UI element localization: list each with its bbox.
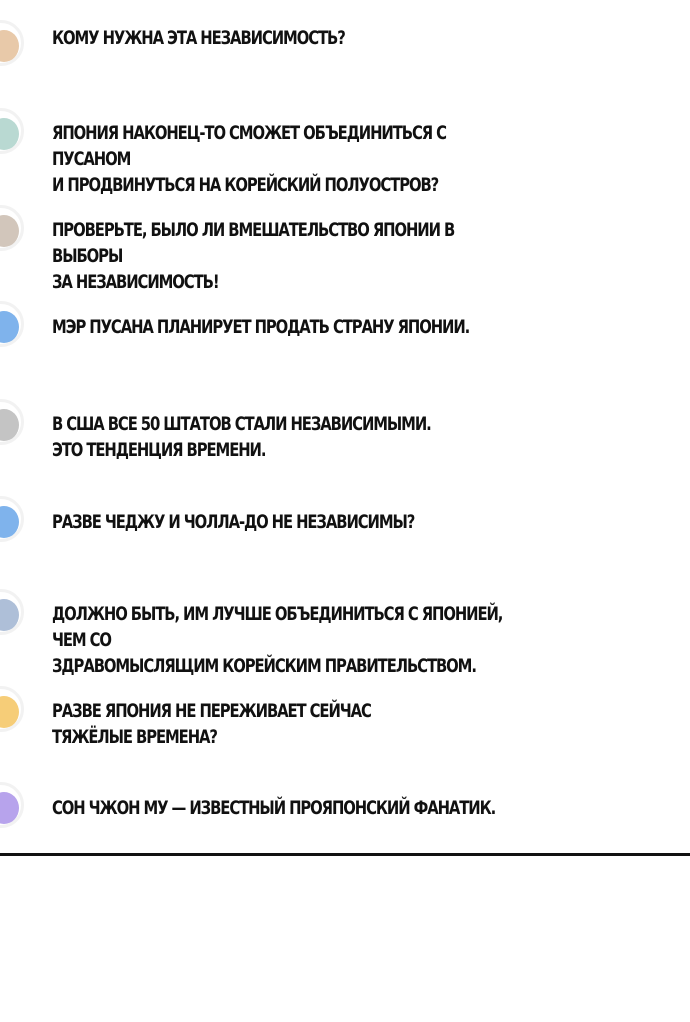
avatar[interactable] <box>0 20 24 66</box>
avatar[interactable] <box>0 399 24 445</box>
avatar[interactable] <box>0 782 24 828</box>
avatar-image <box>0 696 19 728</box>
avatar-image <box>0 30 19 62</box>
panel-divider <box>0 853 690 856</box>
comment-text: ДОЛЖНО БЫТЬ, ИМ ЛУЧШЕ ОБЪЕДИНИТЬСЯ С ЯПОНИЕЙ, ЧЕМ СО ЗДРАВОМЫСЛЯЩИМ КОРЕЙСКИМ ПРАВИТЕЛЬСТВОМ. <box>52 603 503 677</box>
comment-text: ЯПОНИЯ НАКОНЕЦ-ТО СМОЖЕТ ОБЪЕДИНИТЬСЯ С ПУСАНОМ И ПРОДВИНУТЬСЯ НА КОРЕЙСКИЙ ПОЛУОСТРОВ? <box>52 122 446 196</box>
avatar-image <box>0 311 19 343</box>
comment-text: ПРОВЕРЬТЕ, БЫЛО ЛИ ВМЕШАТЕЛЬСТВО ЯПОНИИ В ВЫБОРЫ ЗА НЕЗАВИСИМОСТЬ! <box>52 219 455 293</box>
comment-text: РАЗВЕ ЧЕДЖУ И ЧОЛЛА-ДО НЕ НЕЗАВИСИМЫ? <box>52 511 415 533</box>
avatar-image <box>0 792 19 824</box>
avatar[interactable] <box>0 301 24 347</box>
avatar-image <box>0 409 19 441</box>
avatar[interactable] <box>0 589 24 635</box>
avatar-image <box>0 118 19 150</box>
avatar[interactable] <box>0 496 24 542</box>
avatar-image <box>0 215 19 247</box>
comment-text: КОМУ НУЖНА ЭТА НЕЗАВИСИМОСТЬ? <box>52 27 345 49</box>
avatar-image <box>0 506 19 538</box>
comment-text: В США ВСЕ 50 ШТАТОВ СТАЛИ НЕЗАВИСИМЫМИ. ЭТО ТЕНДЕНЦИЯ ВРЕМЕНИ. <box>52 413 431 461</box>
comment-text: РАЗВЕ ЯПОНИЯ НЕ ПЕРЕЖИВАЕТ СЕЙЧАС ТЯЖЁЛЫЕ ВРЕМЕНА? <box>52 700 371 748</box>
avatar[interactable] <box>0 108 24 154</box>
comment-text: МЭР ПУСАНА ПЛАНИРУЕТ ПРОДАТЬ СТРАНУ ЯПОНИИ. <box>52 316 470 338</box>
avatar-image <box>0 599 19 631</box>
comment-text: СОН ЧЖОН МУ — ИЗВЕСТНЫЙ ПРОЯПОНСКИЙ ФАНАТИК. <box>52 797 496 819</box>
avatar[interactable] <box>0 686 24 732</box>
avatar[interactable] <box>0 205 24 251</box>
